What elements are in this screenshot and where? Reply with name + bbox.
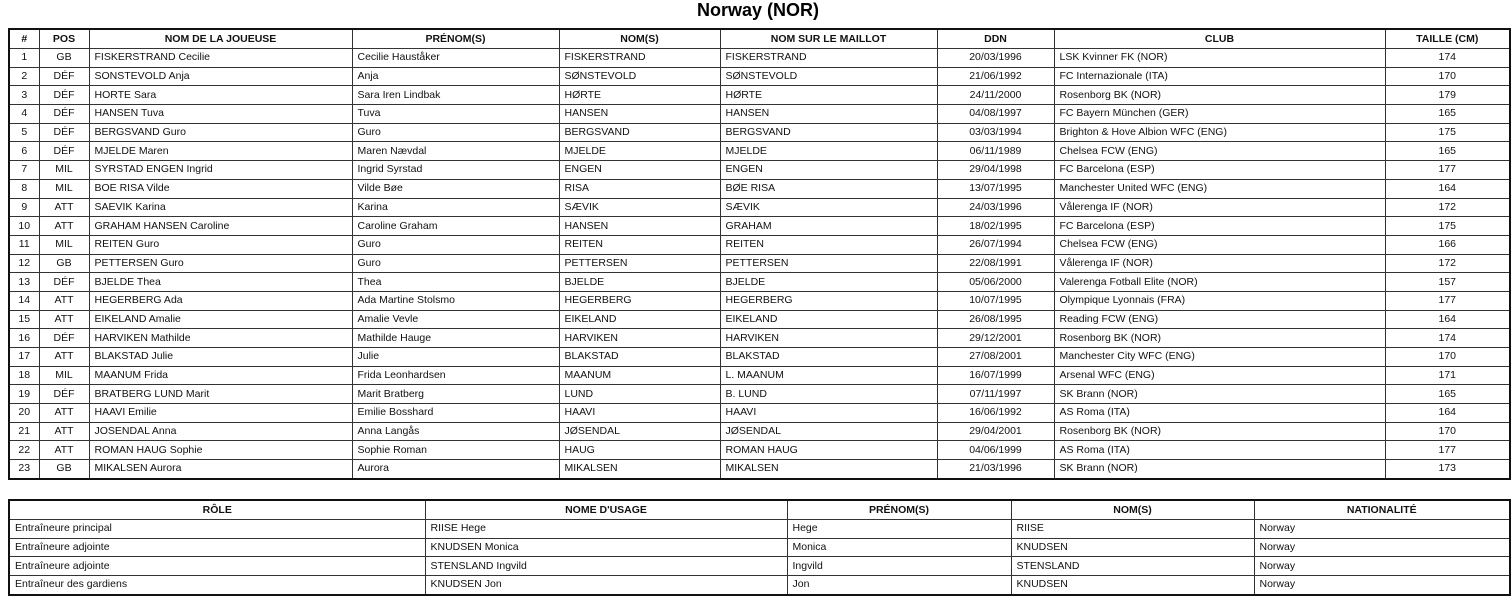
cell-dob: 21/03/1996 [937, 460, 1054, 479]
cell-pos: ATT [39, 441, 89, 460]
table-row [9, 348, 1510, 367]
cell-height: 170 [1385, 348, 1510, 367]
cell-pos: DÉF [39, 67, 89, 86]
cell-usage-name: RIISE Hege [425, 520, 787, 539]
cell-dob: 06/11/1989 [937, 142, 1054, 161]
cell-player-name: MJELDE Maren [89, 142, 352, 161]
cell-last-names: HEGERBERG [559, 291, 720, 310]
table-row [9, 254, 1510, 273]
cell-club: Manchester United WFC (ENG) [1054, 179, 1385, 198]
cell-shirt-name: HAAVI [720, 404, 937, 423]
cell-club: Valerenga Fotball Elite (NOR) [1054, 273, 1385, 292]
cell-staff-last-names: KNUDSEN [1011, 576, 1254, 595]
cell-first-names: Guro [352, 235, 559, 254]
cell-staff-first-names: Jon [787, 576, 1011, 595]
cell-player-name: EIKELAND Amalie [89, 310, 352, 329]
cell-player-name: HARVIKEN Mathilde [89, 329, 352, 348]
cell-player-name: BRATBERG LUND Marit [89, 385, 352, 404]
cell-shirt-name: PETTERSEN [720, 254, 937, 273]
cell-last-names: HARVIKEN [559, 329, 720, 348]
cell-pos: GB [39, 49, 89, 68]
cell-club: FC Bayern München (GER) [1054, 105, 1385, 124]
cell-staff-last-names: KNUDSEN [1011, 538, 1254, 557]
cell-nationality: Norway [1254, 576, 1510, 595]
cell-club: AS Roma (ITA) [1054, 441, 1385, 460]
cell-number: 11 [9, 235, 39, 254]
cell-nationality: Norway [1254, 520, 1510, 539]
cell-dob: 10/07/1995 [937, 291, 1054, 310]
cell-pos: DÉF [39, 86, 89, 105]
cell-height: 172 [1385, 254, 1510, 273]
cell-last-names: HØRTE [559, 86, 720, 105]
cell-staff-first-names: Ingvild [787, 557, 1011, 576]
cell-club: FC Internazionale (ITA) [1054, 67, 1385, 86]
cell-player-name: MIKALSEN Aurora [89, 460, 352, 479]
cell-first-names: Sara Iren Lindbak [352, 86, 559, 105]
cell-last-names: MAANUM [559, 366, 720, 385]
cell-player-name: ROMAN HAUG Sophie [89, 441, 352, 460]
cell-staff-last-names: STENSLAND [1011, 557, 1254, 576]
header-staff-first-names: PRÉNOM(S) [787, 500, 1011, 520]
cell-shirt-name: BLAKSTAD [720, 348, 937, 367]
cell-shirt-name: BERGSVAND [720, 123, 937, 142]
cell-nationality: Norway [1254, 557, 1510, 576]
cell-club: Reading FCW (ENG) [1054, 310, 1385, 329]
table-row [9, 273, 1510, 292]
cell-number: 21 [9, 422, 39, 441]
table-row [9, 217, 1510, 236]
cell-height: 174 [1385, 49, 1510, 68]
cell-first-names: Julie [352, 348, 559, 367]
table-row [9, 161, 1510, 180]
header-number: # [9, 29, 39, 49]
staff-header-row [9, 500, 1510, 520]
cell-first-names: Emilie Bosshard [352, 404, 559, 423]
cell-last-names: RISA [559, 179, 720, 198]
cell-number: 6 [9, 142, 39, 161]
cell-shirt-name: SÆVIK [720, 198, 937, 217]
cell-last-names: LUND [559, 385, 720, 404]
cell-height: 175 [1385, 217, 1510, 236]
cell-number: 13 [9, 273, 39, 292]
cell-usage-name: KNUDSEN Jon [425, 576, 787, 595]
cell-club: SK Brann (NOR) [1054, 460, 1385, 479]
table-row [9, 86, 1510, 105]
cell-first-names: Anna Langås [352, 422, 559, 441]
table-row [9, 557, 1510, 576]
cell-shirt-name: B. LUND [720, 385, 937, 404]
cell-club: Manchester City WFC (ENG) [1054, 348, 1385, 367]
cell-player-name: BOE RISA Vilde [89, 179, 352, 198]
header-nationality: NATIONALITÉ [1254, 500, 1510, 520]
cell-number: 22 [9, 441, 39, 460]
table-row [9, 67, 1510, 86]
cell-club: Vålerenga IF (NOR) [1054, 198, 1385, 217]
header-player-name: NOM DE LA JOUEUSE [89, 29, 352, 49]
cell-last-names: ENGEN [559, 161, 720, 180]
cell-club: FC Barcelona (ESP) [1054, 217, 1385, 236]
cell-club: Rosenborg BK (NOR) [1054, 329, 1385, 348]
cell-height: 164 [1385, 179, 1510, 198]
cell-height: 166 [1385, 235, 1510, 254]
cell-shirt-name: MJELDE [720, 142, 937, 161]
staff-table [8, 499, 1511, 596]
table-row [9, 123, 1510, 142]
cell-first-names: Thea [352, 273, 559, 292]
cell-first-names: Guro [352, 123, 559, 142]
table-row [9, 49, 1510, 68]
cell-player-name: MAANUM Frida [89, 366, 352, 385]
cell-last-names: MJELDE [559, 142, 720, 161]
cell-height: 164 [1385, 310, 1510, 329]
cell-first-names: Amalie Vevle [352, 310, 559, 329]
cell-height: 173 [1385, 460, 1510, 479]
table-row [9, 576, 1510, 595]
cell-club: Rosenborg BK (NOR) [1054, 422, 1385, 441]
cell-last-names: FISKERSTRAND [559, 49, 720, 68]
header-club: CLUB [1054, 29, 1385, 49]
cell-last-names: SØNSTEVOLD [559, 67, 720, 86]
cell-number: 19 [9, 385, 39, 404]
table-row [9, 142, 1510, 161]
cell-pos: DÉF [39, 273, 89, 292]
cell-player-name: FISKERSTRAND Cecilie [89, 49, 352, 68]
cell-first-names: Frida Leonhardsen [352, 366, 559, 385]
cell-pos: ATT [39, 217, 89, 236]
cell-dob: 22/08/1991 [937, 254, 1054, 273]
cell-shirt-name: L. MAANUM [720, 366, 937, 385]
cell-number: 4 [9, 105, 39, 124]
cell-club: Olympique Lyonnais (FRA) [1054, 291, 1385, 310]
cell-club: SK Brann (NOR) [1054, 385, 1385, 404]
cell-number: 5 [9, 123, 39, 142]
cell-shirt-name: REITEN [720, 235, 937, 254]
table-row [9, 179, 1510, 198]
cell-height: 175 [1385, 123, 1510, 142]
table-row [9, 198, 1510, 217]
cell-club: Arsenal WFC (ENG) [1054, 366, 1385, 385]
cell-first-names: Maren Nævdal [352, 142, 559, 161]
cell-club: Chelsea FCW (ENG) [1054, 235, 1385, 254]
cell-shirt-name: BØE RISA [720, 179, 937, 198]
cell-height: 170 [1385, 422, 1510, 441]
cell-pos: ATT [39, 310, 89, 329]
cell-staff-last-names: RIISE [1011, 520, 1254, 539]
cell-club: AS Roma (ITA) [1054, 404, 1385, 423]
cell-height: 165 [1385, 142, 1510, 161]
table-row [9, 366, 1510, 385]
cell-first-names: Cecilie Hauståker [352, 49, 559, 68]
cell-height: 174 [1385, 329, 1510, 348]
cell-shirt-name: HEGERBERG [720, 291, 937, 310]
cell-dob: 24/03/1996 [937, 198, 1054, 217]
cell-dob: 05/06/2000 [937, 273, 1054, 292]
cell-shirt-name: BJELDE [720, 273, 937, 292]
cell-number: 7 [9, 161, 39, 180]
cell-player-name: HANSEN Tuva [89, 105, 352, 124]
cell-number: 14 [9, 291, 39, 310]
cell-dob: 04/06/1999 [937, 441, 1054, 460]
cell-player-name: GRAHAM HANSEN Caroline [89, 217, 352, 236]
header-shirt-name: NOM SUR LE MAILLOT [720, 29, 937, 49]
cell-height: 165 [1385, 385, 1510, 404]
cell-height: 165 [1385, 105, 1510, 124]
cell-shirt-name: GRAHAM [720, 217, 937, 236]
cell-club: Chelsea FCW (ENG) [1054, 142, 1385, 161]
cell-dob: 24/11/2000 [937, 86, 1054, 105]
page-title: Norway (NOR) [696, 0, 819, 20]
cell-height: 164 [1385, 404, 1510, 423]
cell-number: 15 [9, 310, 39, 329]
cell-last-names: BLAKSTAD [559, 348, 720, 367]
cell-number: 23 [9, 460, 39, 479]
cell-pos: ATT [39, 291, 89, 310]
cell-role: Entraîneure adjointe [9, 538, 425, 557]
cell-number: 2 [9, 67, 39, 86]
cell-dob: 27/08/2001 [937, 348, 1054, 367]
cell-last-names: BJELDE [559, 273, 720, 292]
table-row [9, 460, 1510, 479]
cell-pos: DÉF [39, 105, 89, 124]
cell-role: Entraîneure adjointe [9, 557, 425, 576]
header-role: RÔLE [9, 500, 425, 520]
cell-pos: ATT [39, 348, 89, 367]
cell-number: 8 [9, 179, 39, 198]
cell-height: 177 [1385, 161, 1510, 180]
cell-player-name: HEGERBERG Ada [89, 291, 352, 310]
table-row [9, 422, 1510, 441]
table-row [9, 385, 1510, 404]
cell-last-names: HAUG [559, 441, 720, 460]
header-height: TAILLE (CM) [1385, 29, 1510, 49]
cell-first-names: Anja [352, 67, 559, 86]
cell-last-names: MIKALSEN [559, 460, 720, 479]
cell-last-names: HANSEN [559, 217, 720, 236]
cell-number: 1 [9, 49, 39, 68]
table-row [9, 105, 1510, 124]
cell-last-names: REITEN [559, 235, 720, 254]
table-row [9, 310, 1510, 329]
cell-pos: DÉF [39, 329, 89, 348]
cell-dob: 29/04/1998 [937, 161, 1054, 180]
table-row [9, 520, 1510, 539]
cell-player-name: JOSENDAL Anna [89, 422, 352, 441]
cell-number: 3 [9, 86, 39, 105]
cell-pos: MIL [39, 179, 89, 198]
cell-usage-name: KNUDSEN Monica [425, 538, 787, 557]
cell-dob: 16/07/1999 [937, 366, 1054, 385]
cell-club: LSK Kvinner FK (NOR) [1054, 49, 1385, 68]
cell-height: 179 [1385, 86, 1510, 105]
cell-role: Entraîneure principal [9, 520, 425, 539]
cell-last-names: HANSEN [559, 105, 720, 124]
header-last-names: NOM(S) [559, 29, 720, 49]
cell-dob: 03/03/1994 [937, 123, 1054, 142]
table-row [9, 404, 1510, 423]
cell-shirt-name: EIKELAND [720, 310, 937, 329]
cell-height: 157 [1385, 273, 1510, 292]
cell-shirt-name: HØRTE [720, 86, 937, 105]
cell-pos: MIL [39, 161, 89, 180]
cell-player-name: HORTE Sara [89, 86, 352, 105]
cell-height: 172 [1385, 198, 1510, 217]
cell-first-names: Aurora [352, 460, 559, 479]
cell-pos: ATT [39, 198, 89, 217]
cell-shirt-name: HANSEN [720, 105, 937, 124]
cell-number: 18 [9, 366, 39, 385]
cell-dob: 07/11/1997 [937, 385, 1054, 404]
squad-header-row [9, 29, 1510, 49]
cell-dob: 04/08/1997 [937, 105, 1054, 124]
cell-player-name: SONSTEVOLD Anja [89, 67, 352, 86]
cell-first-names: Karina [352, 198, 559, 217]
cell-number: 12 [9, 254, 39, 273]
cell-club: Rosenborg BK (NOR) [1054, 86, 1385, 105]
cell-pos: ATT [39, 422, 89, 441]
cell-pos: GB [39, 254, 89, 273]
table-row [9, 329, 1510, 348]
cell-first-names: Sophie Roman [352, 441, 559, 460]
cell-first-names: Mathilde Hauge [352, 329, 559, 348]
header-pos: POS [39, 29, 89, 49]
table-row [9, 441, 1510, 460]
cell-pos: MIL [39, 366, 89, 385]
cell-nationality: Norway [1254, 538, 1510, 557]
cell-dob: 20/03/1996 [937, 49, 1054, 68]
cell-dob: 18/02/1995 [937, 217, 1054, 236]
cell-player-name: SAEVIK Karina [89, 198, 352, 217]
cell-first-names: Ada Martine Stolsmo [352, 291, 559, 310]
table-row [9, 235, 1510, 254]
header-first-names: PRÉNOM(S) [352, 29, 559, 49]
cell-club: Vålerenga IF (NOR) [1054, 254, 1385, 273]
cell-staff-first-names: Monica [787, 538, 1011, 557]
cell-pos: DÉF [39, 385, 89, 404]
cell-dob: 26/08/1995 [937, 310, 1054, 329]
cell-first-names: Tuva [352, 105, 559, 124]
cell-number: 20 [9, 404, 39, 423]
cell-last-names: JØSENDAL [559, 422, 720, 441]
cell-shirt-name: MIKALSEN [720, 460, 937, 479]
cell-player-name: SYRSTAD ENGEN Ingrid [89, 161, 352, 180]
cell-first-names: Vilde Bøe [352, 179, 559, 198]
cell-dob: 21/06/1992 [937, 67, 1054, 86]
cell-player-name: HAAVI Emilie [89, 404, 352, 423]
cell-first-names: Ingrid Syrstad [352, 161, 559, 180]
cell-number: 10 [9, 217, 39, 236]
table-row [9, 291, 1510, 310]
cell-last-names: PETTERSEN [559, 254, 720, 273]
cell-pos: ATT [39, 404, 89, 423]
cell-staff-first-names: Hege [787, 520, 1011, 539]
cell-pos: GB [39, 460, 89, 479]
cell-pos: DÉF [39, 123, 89, 142]
cell-player-name: BERGSVAND Guro [89, 123, 352, 142]
cell-pos: MIL [39, 235, 89, 254]
cell-dob: 13/07/1995 [937, 179, 1054, 198]
cell-first-names: Marit Bratberg [352, 385, 559, 404]
cell-last-names: BERGSVAND [559, 123, 720, 142]
cell-player-name: BLAKSTAD Julie [89, 348, 352, 367]
cell-dob: 29/12/2001 [937, 329, 1054, 348]
cell-height: 177 [1385, 441, 1510, 460]
cell-role: Entraîneur des gardiens [9, 576, 425, 595]
cell-number: 16 [9, 329, 39, 348]
cell-shirt-name: HARVIKEN [720, 329, 937, 348]
cell-number: 17 [9, 348, 39, 367]
cell-last-names: EIKELAND [559, 310, 720, 329]
cell-dob: 16/06/1992 [937, 404, 1054, 423]
cell-usage-name: STENSLAND Ingvild [425, 557, 787, 576]
cell-dob: 29/04/2001 [937, 422, 1054, 441]
cell-player-name: BJELDE Thea [89, 273, 352, 292]
cell-first-names: Guro [352, 254, 559, 273]
cell-pos: DÉF [39, 142, 89, 161]
header-staff-last-names: NOM(S) [1011, 500, 1254, 520]
cell-height: 177 [1385, 291, 1510, 310]
table-row [9, 538, 1510, 557]
cell-club: Brighton & Hove Albion WFC (ENG) [1054, 123, 1385, 142]
cell-height: 171 [1385, 366, 1510, 385]
cell-number: 9 [9, 198, 39, 217]
header-usage-name: NOME D'USAGE [425, 500, 787, 520]
cell-height: 170 [1385, 67, 1510, 86]
cell-last-names: HAAVI [559, 404, 720, 423]
cell-shirt-name: SØNSTEVOLD [720, 67, 937, 86]
cell-club: FC Barcelona (ESP) [1054, 161, 1385, 180]
header-dob: DDN [937, 29, 1054, 49]
cell-shirt-name: ENGEN [720, 161, 937, 180]
cell-player-name: PETTERSEN Guro [89, 254, 352, 273]
cell-last-names: SÆVIK [559, 198, 720, 217]
cell-shirt-name: ROMAN HAUG [720, 441, 937, 460]
cell-shirt-name: FISKERSTRAND [720, 49, 937, 68]
cell-shirt-name: JØSENDAL [720, 422, 937, 441]
cell-player-name: REITEN Guro [89, 235, 352, 254]
squad-table [8, 28, 1511, 480]
cell-dob: 26/07/1994 [937, 235, 1054, 254]
cell-first-names: Caroline Graham [352, 217, 559, 236]
